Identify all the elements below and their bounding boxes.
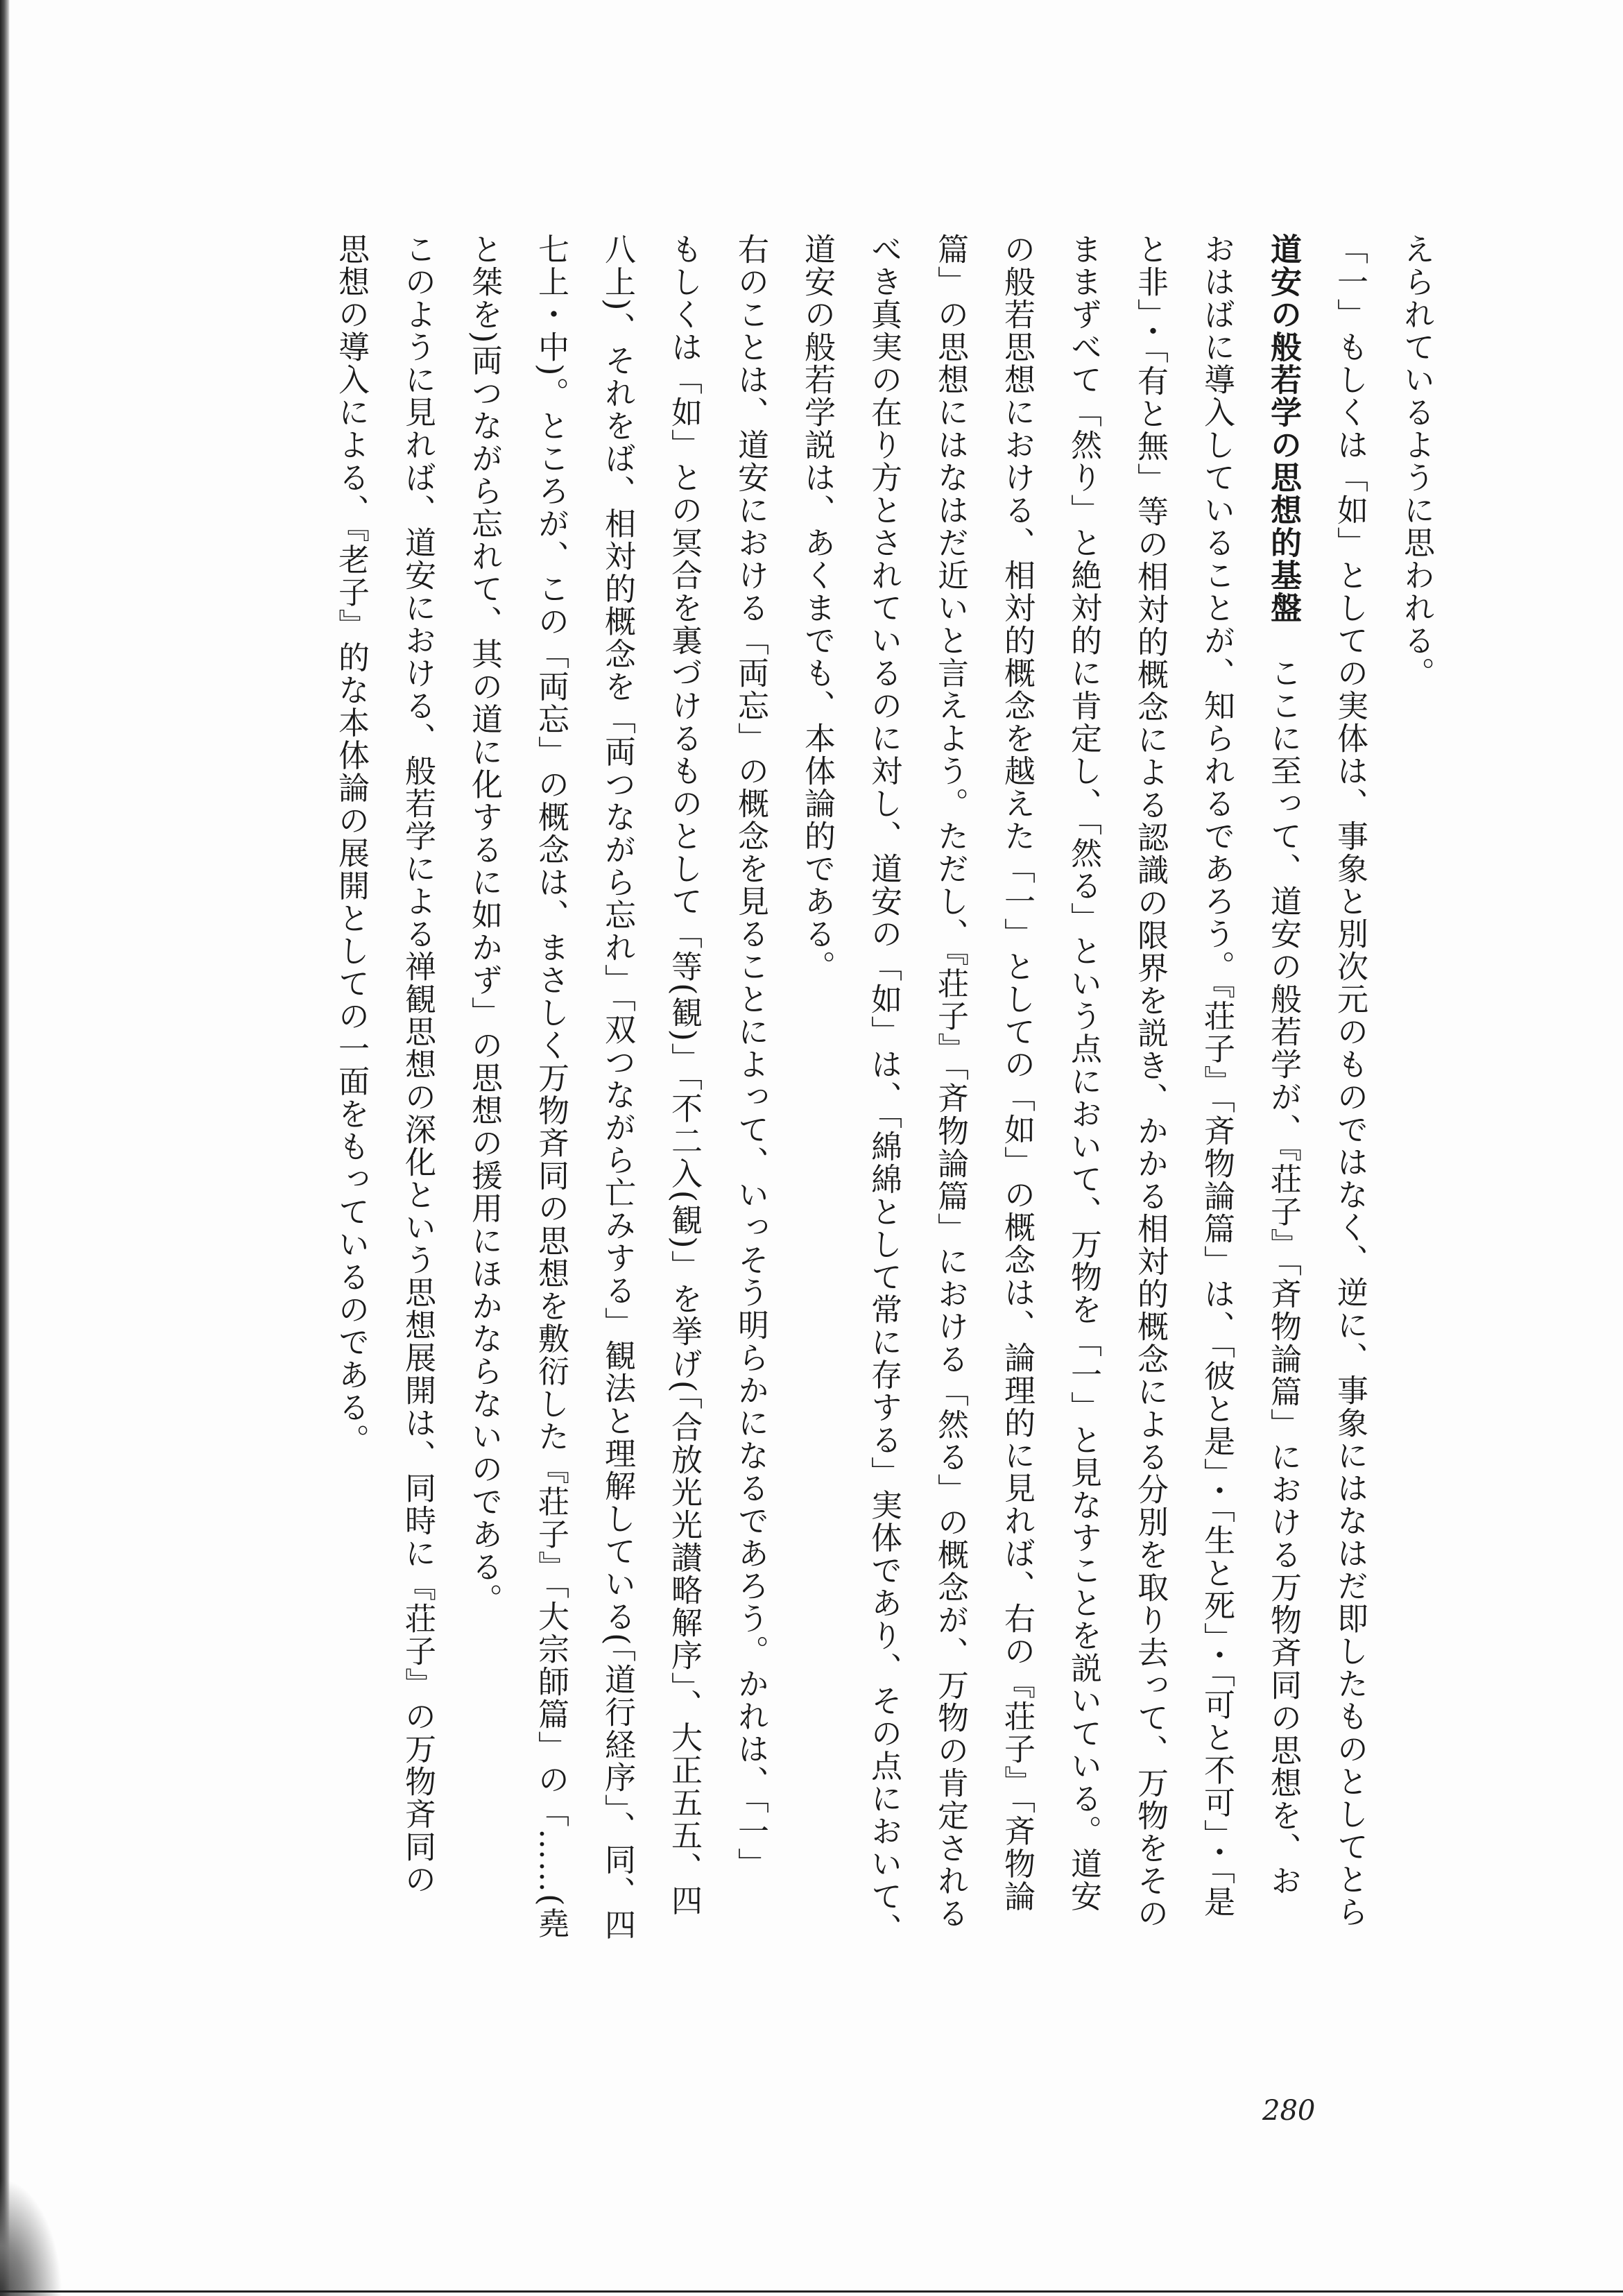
text-line: 七上・中)。ところが、この「両忘」の概念は、まさしく万物斉同の思想を敷衍した『荘子』「大宗師篇」の「……(堯 — [533, 233, 569, 1940]
text-line: べき真実の在り方とされているのに対し、道安の「如」は、「綿綿として常に存する」実体であり、その点において、 — [866, 233, 902, 1946]
text-line: 八上)、それをば、相対的概念を「両つながら忘れ」「双つながら亡みする」観法と理解している(「道行経序」、同、四 — [599, 233, 636, 1942]
text-line: ままずべて「然り」と絶対的に肯定し、「然る」という点において、万物を「一」と見なすことを説いている。道安 — [1065, 233, 1102, 1913]
scan-corner-shadow — [0, 2178, 62, 2296]
text-line: もしくは「如」との冥合を裏づけるものとして「等(観)」「不二入(観)」を挙げ(「合放光光讃略解序」、大正五五、四 — [666, 233, 703, 1917]
text-line: 右のことは、道安における「両忘」の概念を見ることによって、いっそう明らかになるであろう。かれは、「一」 — [732, 233, 769, 1881]
text-line: おはばに導入していることが、知られるであろう。『荘子』「斉物論篇」は、「彼と是」・「生と死」・「可と不可」・「是 — [1199, 233, 1235, 1919]
bottom-rule — [0, 2290, 1623, 2293]
scan-edge-shadow — [0, 0, 10, 2296]
text-line: このように見れば、道安における、般若学による禅観思想の深化という思想展開は、同時に『荘子』の万物斉同の — [400, 233, 436, 1896]
text-line: 「一」もしくは「如」としての実体は、事象と別次元のものではなく、逆に、事象にはなはだ即したものとしてとら — [1332, 233, 1368, 1928]
text-line: の般若思想における、相対的概念を越えた「一」としての「如」の概念は、論理的に見れば、右の『荘子』「斉物論 — [999, 233, 1036, 1913]
text-line: 道安の般若学説は、あくまでも、本体論的である。 — [799, 233, 836, 983]
text-line: えられているように思われる。 — [1398, 233, 1435, 689]
vertical-body-text — [318, 233, 1450, 2210]
text-line: と桀を)両つながら忘れて、其の道に化するに如かず」の思想の援用にほかならないのである。 — [466, 233, 503, 1616]
section-heading: 道安の般若学の思想的基盤 — [1265, 233, 1302, 624]
text-line: 思想の導入による、『老子』的な本体論の展開としての一面をもっているのである。 — [333, 233, 370, 1457]
text-line: 篇」の思想にはなはだ近いと言えよう。ただし、『荘子』「斉物論篇」における「然る」の概念が、万物の肯定される — [932, 233, 969, 1930]
text-line: と非」・「有と無」等の相対的概念による認識の限界を説き、かかる相対的概念による分別を取り去って、万物をその — [1132, 233, 1169, 1930]
page-number: 280 — [1262, 2095, 1316, 2127]
heading-following-text: ここに至って、道安の般若学が、『荘子』「斉物論篇」における万物斉同の思想を、お — [1265, 657, 1302, 1897]
heading-line — [1250, 233, 1316, 2210]
